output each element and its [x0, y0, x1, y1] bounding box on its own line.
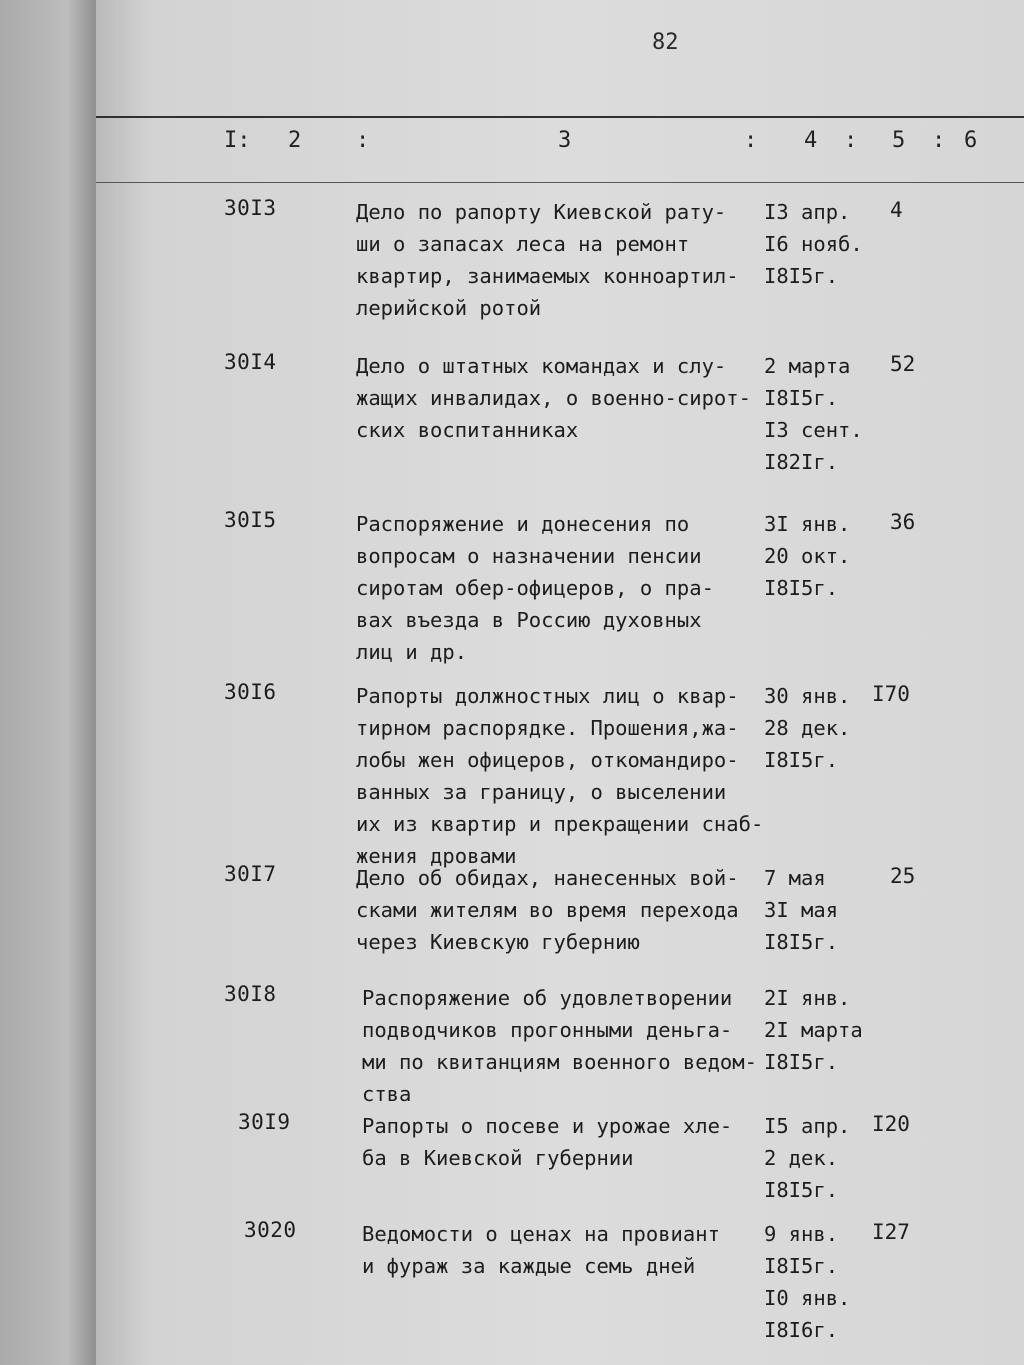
- case-date-line: I82Iг.: [764, 450, 839, 474]
- case-title-line: их из квартир и прекращении снаб-: [356, 812, 764, 836]
- case-date-line: I5 апр.: [764, 1114, 851, 1138]
- case-title: [356, 680, 763, 872]
- case-number: 30I3: [224, 196, 277, 220]
- case-title-line: ских воспитанниках: [356, 418, 579, 442]
- column-header-4: 4: [804, 128, 818, 153]
- case-title-line: жения дровами: [356, 844, 517, 868]
- case-title-line: тирном распорядке. Прошения,жа-: [356, 716, 739, 740]
- case-date-line: I8I5г.: [764, 576, 839, 600]
- column-header-5: 5: [892, 128, 906, 153]
- header-bottom-rule: [96, 182, 1024, 183]
- case-title-line: Распоряжение и донесения по: [356, 512, 690, 536]
- case-title-line: Рапорты о посеве и урожае хле-: [362, 1114, 733, 1138]
- case-number: 30I4: [224, 350, 277, 374]
- case-title-line: Дело об обидах, нанесенных вой-: [356, 866, 739, 890]
- case-date-line: 2 дек.: [764, 1146, 839, 1170]
- case-dates: [764, 1218, 850, 1346]
- case-date-line: 9 янв.: [764, 1222, 839, 1246]
- case-title-line: сиротам обер-офицеров, о пра-: [356, 576, 714, 600]
- case-date-line: 2 марта: [764, 354, 851, 378]
- case-dates: [764, 350, 863, 478]
- column-separator: :: [744, 128, 758, 153]
- case-title-line: квартир, занимаемых конноартил-: [356, 264, 739, 288]
- column-header-6: 6: [964, 128, 978, 153]
- case-title: [362, 982, 757, 1110]
- case-date-line: 3I мая: [764, 898, 839, 922]
- case-title: [362, 1218, 720, 1282]
- case-date-line: 7 мая: [764, 866, 826, 890]
- case-title-line: ства: [362, 1082, 412, 1106]
- case-number: 30I5: [224, 508, 277, 532]
- case-dates: [764, 680, 850, 776]
- case-dates: [764, 1110, 850, 1206]
- case-dates: [764, 196, 863, 292]
- case-title-line: ванных за границу, о выселении: [356, 780, 727, 804]
- case-date-line: I8I5г.: [764, 748, 839, 772]
- case-title-line: ши о запасах леса на ремонт: [356, 232, 690, 256]
- case-date-line: I3 сент.: [764, 418, 863, 442]
- sheet-count: I20: [872, 1112, 910, 1136]
- case-title-line: вах въезда в Россию духовных: [356, 608, 702, 632]
- case-date-line: I8I5г.: [764, 386, 839, 410]
- case-title-line: вопросам о назначении пенсии: [356, 544, 702, 568]
- sheet-count: 4: [890, 198, 903, 222]
- case-dates: [764, 508, 850, 604]
- case-title-line: жащих инвалидах, о военно-сирот-: [356, 386, 751, 410]
- case-date-line: 20 окт.: [764, 544, 851, 568]
- case-title: [356, 508, 714, 668]
- case-number: 30I6: [224, 680, 277, 704]
- case-date-line: 30 янв.: [764, 684, 851, 708]
- sheet-count: 52: [890, 352, 916, 376]
- case-title-line: подводчиков прогонными деньга-: [362, 1018, 733, 1042]
- sheet-count: I27: [872, 1220, 910, 1244]
- case-number: 3020: [244, 1218, 297, 1242]
- case-title-line: лерийской ротой: [356, 296, 542, 320]
- case-title-line: Рапорты должностных лиц о квар-: [356, 684, 739, 708]
- case-date-line: I0 янв.: [764, 1286, 851, 1310]
- case-title-line: лиц и др.: [356, 640, 468, 664]
- case-title-line: сками жителям во время перехода: [356, 898, 739, 922]
- sheet-count: 25: [890, 864, 916, 888]
- column-separator: :: [356, 128, 370, 153]
- case-number: 30I8: [224, 982, 277, 1006]
- case-date-line: I6 нояб.: [764, 232, 863, 256]
- case-title: [356, 350, 751, 446]
- case-title-line: лобы жен офицеров, откомандиро-: [356, 748, 739, 772]
- case-dates: [764, 982, 863, 1078]
- sheet-count: I70: [872, 682, 910, 706]
- case-number: 30I7: [224, 862, 277, 886]
- case-title: [362, 1110, 732, 1174]
- case-date-line: I8I5г.: [764, 1178, 839, 1202]
- case-number: 30I9: [238, 1110, 291, 1134]
- case-title: [356, 196, 739, 324]
- case-date-line: I8I5г.: [764, 1254, 839, 1278]
- column-header-1: I:: [224, 128, 251, 153]
- case-date-line: I8I5г.: [764, 930, 839, 954]
- case-title-line: Дело о штатных командах и слу-: [356, 354, 727, 378]
- case-date-line: 3I янв.: [764, 512, 851, 536]
- case-dates: [764, 862, 838, 958]
- case-date-line: 28 дек.: [764, 716, 851, 740]
- case-date-line: 2I янв.: [764, 986, 851, 1010]
- case-title-line: через Киевскую губернию: [356, 930, 640, 954]
- facing-page-edge: [0, 0, 96, 1365]
- case-title-line: Дело по рапорту Киевской рату-: [356, 200, 727, 224]
- case-date-line: 2I марта: [764, 1018, 863, 1042]
- column-header-2: 2: [288, 128, 302, 153]
- case-date-line: I3 апр.: [764, 200, 851, 224]
- header-top-rule: [96, 116, 1024, 118]
- case-date-line: I8I5г.: [764, 264, 839, 288]
- sheet-count: 36: [890, 510, 916, 534]
- case-title: [356, 862, 739, 958]
- case-date-line: I8I6г.: [764, 1318, 839, 1342]
- case-title-line: Ведомости о ценах на провиант: [362, 1222, 720, 1246]
- case-title-line: Распоряжение об удовлетворении: [362, 986, 733, 1010]
- case-title-line: ми по квитанциям военного ведом-: [362, 1050, 757, 1074]
- archive-inventory-page: [96, 0, 1024, 1365]
- case-title-line: ба в Киевской губернии: [362, 1146, 634, 1170]
- case-title-line: и фураж за каждые семь дней: [362, 1254, 696, 1278]
- column-separator: :: [932, 128, 946, 153]
- column-header-3: 3: [558, 128, 572, 153]
- case-date-line: I8I5г.: [764, 1050, 839, 1074]
- page-number: 82: [652, 30, 679, 55]
- column-separator: :: [844, 128, 858, 153]
